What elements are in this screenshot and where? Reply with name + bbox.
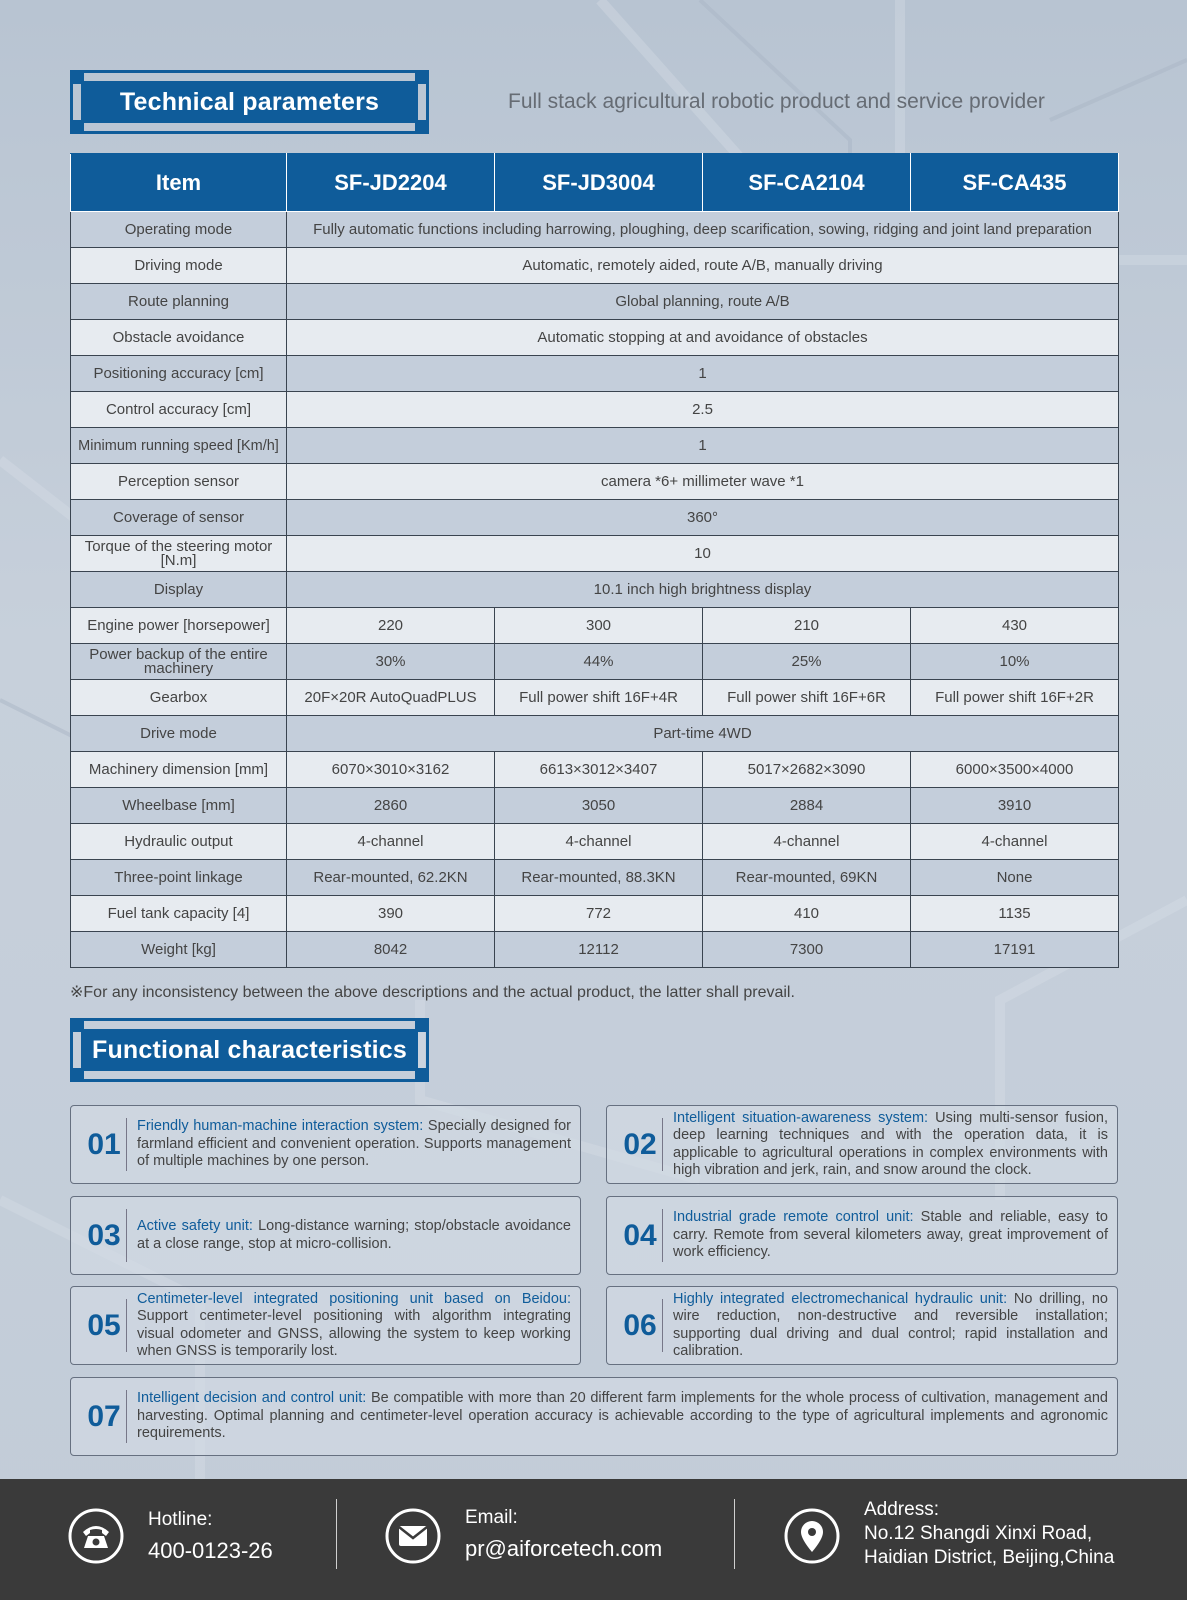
- table-row: [71, 752, 1119, 788]
- cell-value: 5017×2682×3090: [703, 752, 911, 788]
- row-label: Minimum running speed [Km/h]: [71, 428, 287, 464]
- table-row: [71, 932, 1119, 968]
- feature-number: 05: [87, 1308, 121, 1342]
- hotline-label: Hotline:: [148, 1509, 213, 1530]
- row-label: Control accuracy [cm]: [71, 392, 287, 428]
- table-row: [71, 320, 1119, 356]
- table-row: [71, 356, 1119, 392]
- table-row: [71, 896, 1119, 932]
- cell-value: 2884: [703, 788, 911, 824]
- feature-text: Be compatible with more than 20 different farm implements for the whole process of cultivation, management and harvesting. Optimal planning and centimeter-level operation accuracy is achievable according to the type of agricultural implements and agronomic requirements.: [137, 1390, 1108, 1442]
- row-label: Fuel tank capacity [4]: [71, 896, 287, 932]
- row-label: Power backup of the entire machinery: [71, 644, 287, 680]
- row-value: Part-time 4WD: [287, 716, 1119, 752]
- cell-value: 8042: [287, 932, 495, 968]
- table-row: [71, 788, 1119, 824]
- feature-text: Stable and reliable, easy to carry. Remote from several kilometers away, great improvement of work efficiency.: [673, 1209, 1108, 1261]
- cell-value: 1135: [911, 896, 1119, 932]
- address-line-1: No.12 Shangdi Xinxi Road,: [864, 1523, 1093, 1544]
- technical-parameters-title: Technical parameters: [81, 81, 418, 123]
- table-row: [71, 644, 1119, 680]
- cell-value: 6000×3500×4000: [911, 752, 1119, 788]
- row-label: Display: [71, 572, 287, 608]
- row-label: Machinery dimension [mm]: [71, 752, 287, 788]
- table-row: [71, 500, 1119, 536]
- row-label: Operating mode: [71, 212, 287, 248]
- cell-value: 20F×20R AutoQuadPLUS: [287, 680, 495, 716]
- column-header-sf-jd2204: SF-JD2204: [287, 154, 495, 212]
- feature-title: Friendly human-machine interaction system:: [137, 1118, 424, 1135]
- table-row: [71, 212, 1119, 248]
- row-label: Weight [kg]: [71, 932, 287, 968]
- email-icon: [384, 1507, 442, 1565]
- column-header-sf-ca435: SF-CA435: [911, 154, 1119, 212]
- cell-value: Rear-mounted, 62.2KN: [287, 860, 495, 896]
- cell-value: 6070×3010×3162: [287, 752, 495, 788]
- table-row: [71, 680, 1119, 716]
- feature-title: Industrial grade remote control unit:: [673, 1209, 914, 1226]
- row-value: Automatic stopping at and avoidance of obstacles: [287, 320, 1119, 356]
- feature-title: Active safety unit:: [137, 1218, 253, 1234]
- footer: [0, 1479, 1187, 1600]
- feature-card: [606, 1196, 1118, 1275]
- email-label: Email:: [465, 1507, 518, 1528]
- cell-value: 4-channel: [911, 824, 1119, 860]
- address-line-2: Haidian District, Beijing,China: [864, 1547, 1115, 1568]
- cell-value: None: [911, 860, 1119, 896]
- cell-value: 4-channel: [287, 824, 495, 860]
- row-value: 1: [287, 428, 1119, 464]
- row-value: 10.1 inch high brightness display: [287, 572, 1119, 608]
- address-label: Address:: [864, 1499, 939, 1520]
- table-header-row: [71, 154, 1119, 212]
- table-row: [71, 572, 1119, 608]
- row-label: Torque of the steering motor [N.m]: [71, 536, 287, 572]
- feature-text: Specially designed for farmland efficient and convenient operation. Supports management of multiple machines by one person.: [137, 1118, 571, 1170]
- cell-value: 4-channel: [495, 824, 703, 860]
- cell-value: 220: [287, 608, 495, 644]
- row-value: Automatic, remotely aided, route A/B, manually driving: [287, 248, 1119, 284]
- parameters-table: [70, 153, 1119, 968]
- cell-value: 17191: [911, 932, 1119, 968]
- row-value: 1: [287, 356, 1119, 392]
- table-row: [71, 392, 1119, 428]
- feature-text: No drilling, no wire reduction, non-destructive and reversible installation; supporting dual driving and dual control; rapid installation and calibration.: [673, 1290, 1109, 1359]
- cell-value: 390: [287, 896, 495, 932]
- table-row: [71, 860, 1119, 896]
- telephone-icon: [67, 1507, 125, 1565]
- cell-value: 30%: [287, 644, 495, 680]
- cell-value: 6613×3012×3407: [495, 752, 703, 788]
- feature-number: 04: [623, 1218, 657, 1252]
- row-value: Global planning, route A/B: [287, 284, 1119, 320]
- feature-card: [70, 1286, 581, 1365]
- table-row: [71, 248, 1119, 284]
- column-header-sf-ca2104: SF-CA2104: [703, 154, 911, 212]
- row-label: Wheelbase [mm]: [71, 788, 287, 824]
- feature-card: [70, 1105, 581, 1184]
- cell-value: 4-channel: [703, 824, 911, 860]
- row-label: Gearbox: [71, 680, 287, 716]
- technical-parameters-title-box: [70, 70, 429, 134]
- cell-value: 430: [911, 608, 1119, 644]
- feature-title: Intelligent situation-awareness system:: [673, 1109, 929, 1126]
- row-value: Fully automatic functions including harrowing, ploughing, deep scarification, sowing, ridging and joint land preparation: [287, 212, 1119, 248]
- row-value: 2.5: [287, 392, 1119, 428]
- cell-value: 210: [703, 608, 911, 644]
- feature-card: [70, 1196, 581, 1275]
- table-row: [71, 608, 1119, 644]
- cell-value: 7300: [703, 932, 911, 968]
- email-address[interactable]: pr@aiforcetech.com: [465, 1536, 663, 1561]
- table-row: [71, 464, 1119, 500]
- hotline-number[interactable]: 400-0123-26: [148, 1538, 273, 1563]
- cell-value: Full power shift 16F+6R: [703, 680, 911, 716]
- functional-characteristics-title: Functional characteristics: [81, 1029, 418, 1071]
- feature-number: 07: [87, 1399, 121, 1433]
- row-label: Engine power [horsepower]: [71, 608, 287, 644]
- feature-number: 01: [87, 1127, 121, 1161]
- feature-card: [606, 1286, 1118, 1365]
- row-label: Coverage of sensor: [71, 500, 287, 536]
- feature-card: [70, 1377, 1118, 1456]
- cell-value: 3910: [911, 788, 1119, 824]
- feature-number: 02: [623, 1127, 657, 1161]
- location-pin-icon: [783, 1507, 841, 1565]
- feature-number: 06: [623, 1308, 657, 1342]
- cell-value: Full power shift 16F+2R: [911, 680, 1119, 716]
- row-value: 10: [287, 536, 1119, 572]
- cell-value: Full power shift 16F+4R: [495, 680, 703, 716]
- table-row: [71, 428, 1119, 464]
- cell-value: Rear-mounted, 88.3KN: [495, 860, 703, 896]
- cell-value: 2860: [287, 788, 495, 824]
- row-label: Driving mode: [71, 248, 287, 284]
- row-label: Hydraulic output: [71, 824, 287, 860]
- row-label: Positioning accuracy [cm]: [71, 356, 287, 392]
- cell-value: Rear-mounted, 69KN: [703, 860, 911, 896]
- feature-title: Highly integrated electromechanical hydraulic unit:: [673, 1290, 1008, 1307]
- feature-text: Support centimeter-level positioning with algorithm integrating visual odometer and GNSS, allowing the system to keep working when GNSS is temporarily lost.: [137, 1308, 571, 1359]
- table-row: [71, 536, 1119, 572]
- table-row: [71, 716, 1119, 752]
- cell-value: 12112: [495, 932, 703, 968]
- feature-text: Using multi-sensor fusion, deep learning techniques and with the operation data, it is applicable to agricultural operations in complex environments with high vibration and jerk, rain, and snow around the clock.: [673, 1109, 1109, 1178]
- cell-value: 300: [495, 608, 703, 644]
- cell-value: 772: [495, 896, 703, 932]
- disclaimer-note: ※For any inconsistency between the above descriptions and the actual product, the latter shall prevail.: [70, 984, 795, 1001]
- tagline: Full stack agricultural robotic product and service provider: [508, 90, 1045, 113]
- table-row: [71, 284, 1119, 320]
- cell-value: 25%: [703, 644, 911, 680]
- feature-title: Centimeter-level integrated positioning unit based on Beidou:: [137, 1290, 571, 1307]
- row-label: Obstacle avoidance: [71, 320, 287, 356]
- row-label: Three-point linkage: [71, 860, 287, 896]
- row-value: 360°: [287, 500, 1119, 536]
- feature-text: Long-distance warning; stop/obstacle avoidance at a close range, stop at micro-collision.: [137, 1218, 571, 1252]
- row-value: camera *6+ millimeter wave *1: [287, 464, 1119, 500]
- cell-value: 44%: [495, 644, 703, 680]
- feature-card: [606, 1105, 1118, 1184]
- row-label: Perception sensor: [71, 464, 287, 500]
- column-header-item: Item: [71, 154, 287, 212]
- functional-characteristics-title-box: [70, 1018, 429, 1082]
- column-header-sf-jd3004: SF-JD3004: [495, 154, 703, 212]
- row-label: Drive mode: [71, 716, 287, 752]
- cell-value: 3050: [495, 788, 703, 824]
- row-label: Route planning: [71, 284, 287, 320]
- cell-value: 10%: [911, 644, 1119, 680]
- feature-title: Intelligent decision and control unit:: [137, 1390, 367, 1407]
- feature-number: 03: [87, 1218, 121, 1252]
- table-row: [71, 824, 1119, 860]
- cell-value: 410: [703, 896, 911, 932]
